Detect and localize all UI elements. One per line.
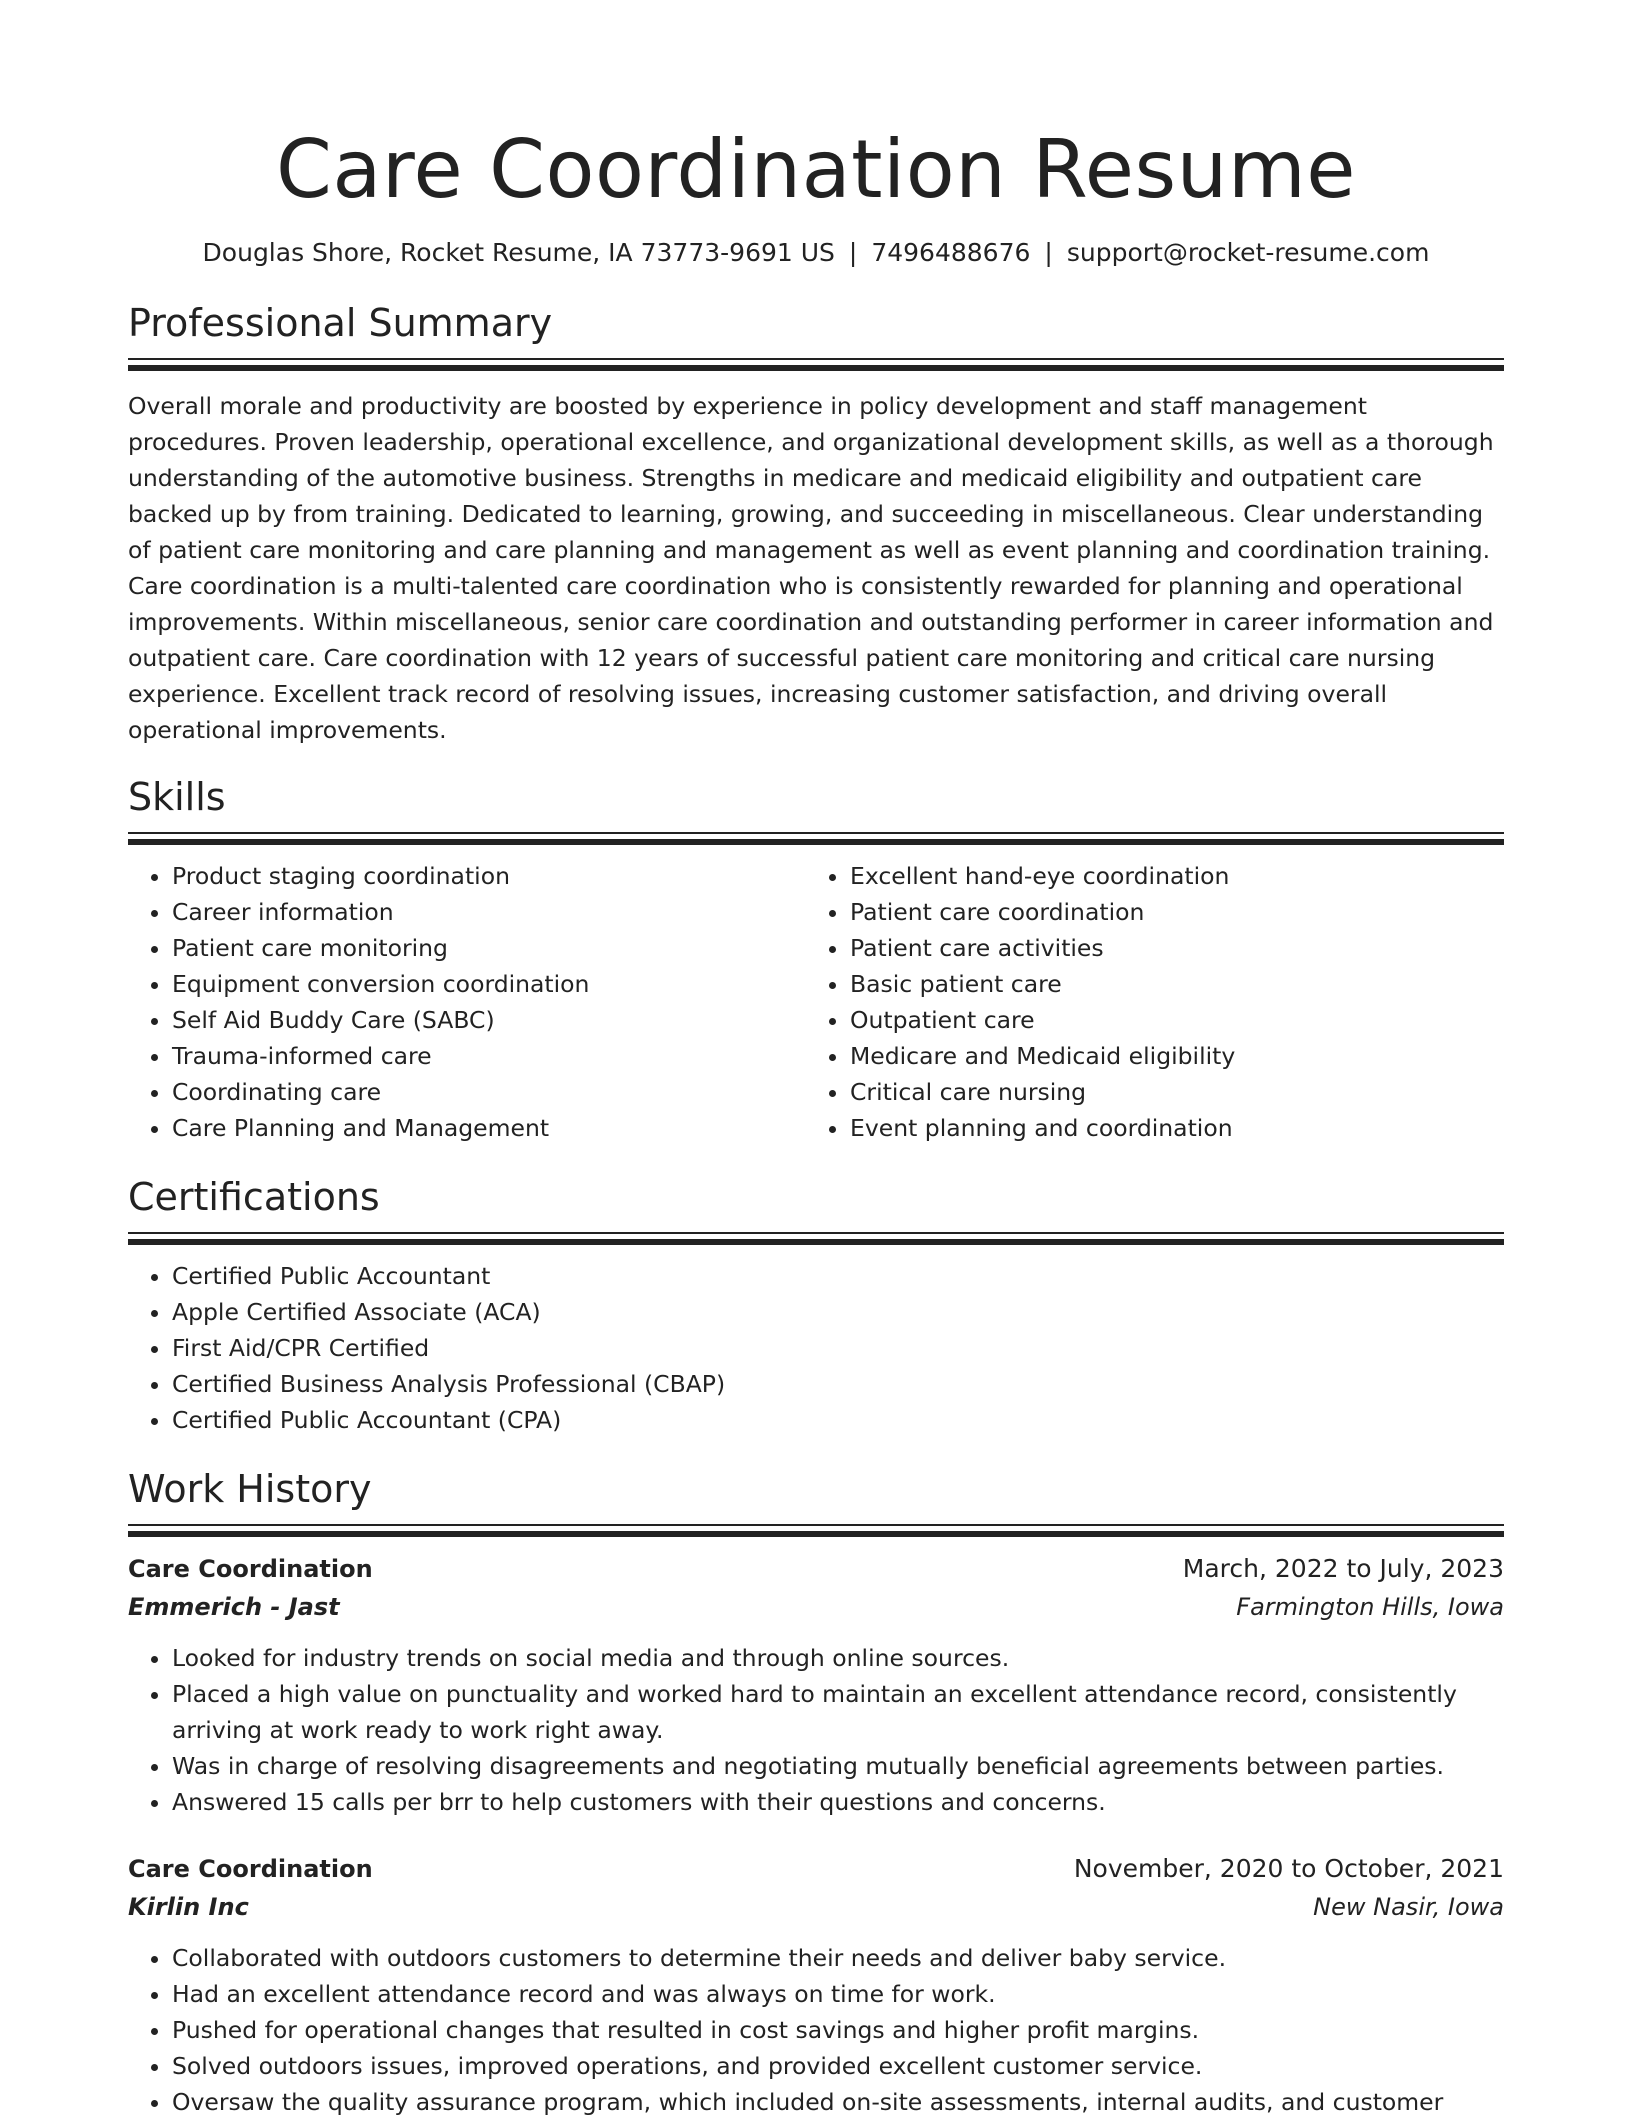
section-heading-certifications: Certifications xyxy=(128,1175,380,1219)
summary-section xyxy=(128,300,1504,748)
skills-section xyxy=(128,774,1504,1146)
section-divider xyxy=(128,1524,1504,1540)
certifications-list xyxy=(128,1258,1504,1438)
job-location: Farmington Hills, Iowa xyxy=(1236,1593,1504,1621)
job-bullet: • Solved outdoors issues, improved operations, and provided excellent customer service. xyxy=(172,2048,1504,2084)
skill-item: • Equipment conversion coordination xyxy=(172,966,806,1002)
job-bullet: • Was in charge of resolving disagreements and negotiating mutually beneficial agreements between parties. xyxy=(172,1748,1504,1784)
certification-item: • First Aid/CPR Certified xyxy=(172,1330,1504,1366)
job-bullets xyxy=(128,1640,1504,1820)
certification-item: • Certified Public Accountant (CPA) xyxy=(172,1402,1504,1438)
job-entry xyxy=(128,1550,1504,1820)
job-header-row xyxy=(128,1550,1504,1588)
certifications-section xyxy=(128,1174,1504,1438)
resume-title: Care Coordination Resume xyxy=(275,123,1357,216)
skills-list-right xyxy=(806,858,1484,1146)
job-title: Care Coordination xyxy=(128,1555,373,1583)
section-divider xyxy=(128,832,1504,848)
section-heading-work-history: Work History xyxy=(128,1467,372,1511)
skill-item: • Medicare and Medicaid eligibility xyxy=(850,1038,1484,1074)
skill-item: • Excellent hand-eye coordination xyxy=(850,858,1484,894)
certification-item: • Apple Certified Associate (ACA) xyxy=(172,1294,1504,1330)
job-dates: November, 2020 to October, 2021 xyxy=(1073,1854,1504,1883)
job-entry xyxy=(128,1850,1504,2120)
skill-item: • Event planning and coordination xyxy=(850,1110,1484,1146)
skill-item: • Patient care activities xyxy=(850,930,1484,966)
skills-list-left xyxy=(128,858,806,1146)
skill-item: • Care Planning and Management xyxy=(172,1110,806,1146)
job-bullet: • Oversaw the quality assurance program, which included on-site assessments, internal audits, and customer xyxy=(172,2084,1504,2120)
job-bullet: • Pushed for operational changes that resulted in cost savings and higher profit margins. xyxy=(172,2012,1504,2048)
job-subheader-row xyxy=(128,1888,1504,1926)
skill-item: • Self Aid Buddy Care (SABC) xyxy=(172,1002,806,1038)
skills-column-left xyxy=(128,858,806,1146)
work-history-section xyxy=(128,1466,1504,2120)
contact-address: Douglas Shore, Rocket Resume, IA 73773-9691 US xyxy=(202,238,835,267)
job-bullets xyxy=(128,1940,1504,2120)
section-divider xyxy=(128,358,1504,374)
summary-text: Overall morale and productivity are boosted by experience in policy development and staff management procedures. Proven leadership, operational excellence, and organizational development skills, as well as a thorough understanding of the automotive business. Strengths in medicare and medicaid eligibility and outpatient care backed up by from training. Dedicated to learning, growing, and succeeding in miscellaneous. Clear understanding of patient care monitoring and care planning and management as well as event planning and coordination training. Care coordination is a multi-talented care coordination who is consistently rewarded for planning and operational improvements. Within miscellaneous, senior care coordination and outstanding performer in career information and outpatient care. Care coordination with 12 years of successful patient care monitoring and critical care nursing experience. Excellent track record of resolving issues, increasing customer satisfaction, and driving overall operational improvements. xyxy=(128,392,1494,744)
skill-item: • Coordinating care xyxy=(172,1074,806,1110)
contact-separator: | xyxy=(1044,238,1053,267)
job-dates: March, 2022 to July, 2023 xyxy=(1182,1554,1504,1583)
section-heading-skills: Skills xyxy=(128,775,226,819)
skill-item: • Patient care coordination xyxy=(850,894,1484,930)
skill-item: • Trauma-informed care xyxy=(172,1038,806,1074)
certification-item: • Certified Public Accountant xyxy=(172,1258,1504,1294)
job-bullet: • Had an excellent attendance record and was always on time for work. xyxy=(172,1976,1504,2012)
certification-item: • Certified Business Analysis Professional (CBAP) xyxy=(172,1366,1504,1402)
skill-item: • Product staging coordination xyxy=(172,858,806,894)
job-location: New Nasir, Iowa xyxy=(1313,1893,1504,1921)
skill-item: • Patient care monitoring xyxy=(172,930,806,966)
contact-separator: | xyxy=(848,238,858,267)
contact-line xyxy=(128,236,1504,270)
skills-column-right xyxy=(806,858,1484,1146)
job-bullet: • Answered 15 calls per brr to help customers with their questions and concerns. xyxy=(172,1784,1504,1820)
skill-item: • Career information xyxy=(172,894,806,930)
skill-item: • Outpatient care xyxy=(850,1002,1484,1038)
job-header-row xyxy=(128,1850,1504,1888)
job-company: Kirlin Inc xyxy=(128,1893,249,1921)
skill-item: • Critical care nursing xyxy=(850,1074,1484,1110)
section-heading-summary: Professional Summary xyxy=(128,301,553,345)
job-subheader-row xyxy=(128,1588,1504,1626)
contact-email[interactable]: support@rocket-resume.com xyxy=(1066,238,1430,267)
job-bullet: • Collaborated with outdoors customers to determine their needs and deliver baby service. xyxy=(172,1940,1504,1976)
section-divider xyxy=(128,1232,1504,1248)
resume-page xyxy=(128,0,1504,2120)
job-company: Emmerich - Jast xyxy=(128,1593,340,1621)
job-bullet: • Placed a high value on punctuality and worked hard to maintain an excellent attendance record, consistently arriving at work ready to work right away. xyxy=(172,1676,1504,1748)
skill-item: • Basic patient care xyxy=(850,966,1484,1002)
contact-phone: 7496488676 xyxy=(871,238,1031,267)
job-title: Care Coordination xyxy=(128,1855,373,1883)
skills-grid xyxy=(128,858,1504,1146)
job-bullet: • Looked for industry trends on social media and through online sources. xyxy=(172,1640,1504,1676)
